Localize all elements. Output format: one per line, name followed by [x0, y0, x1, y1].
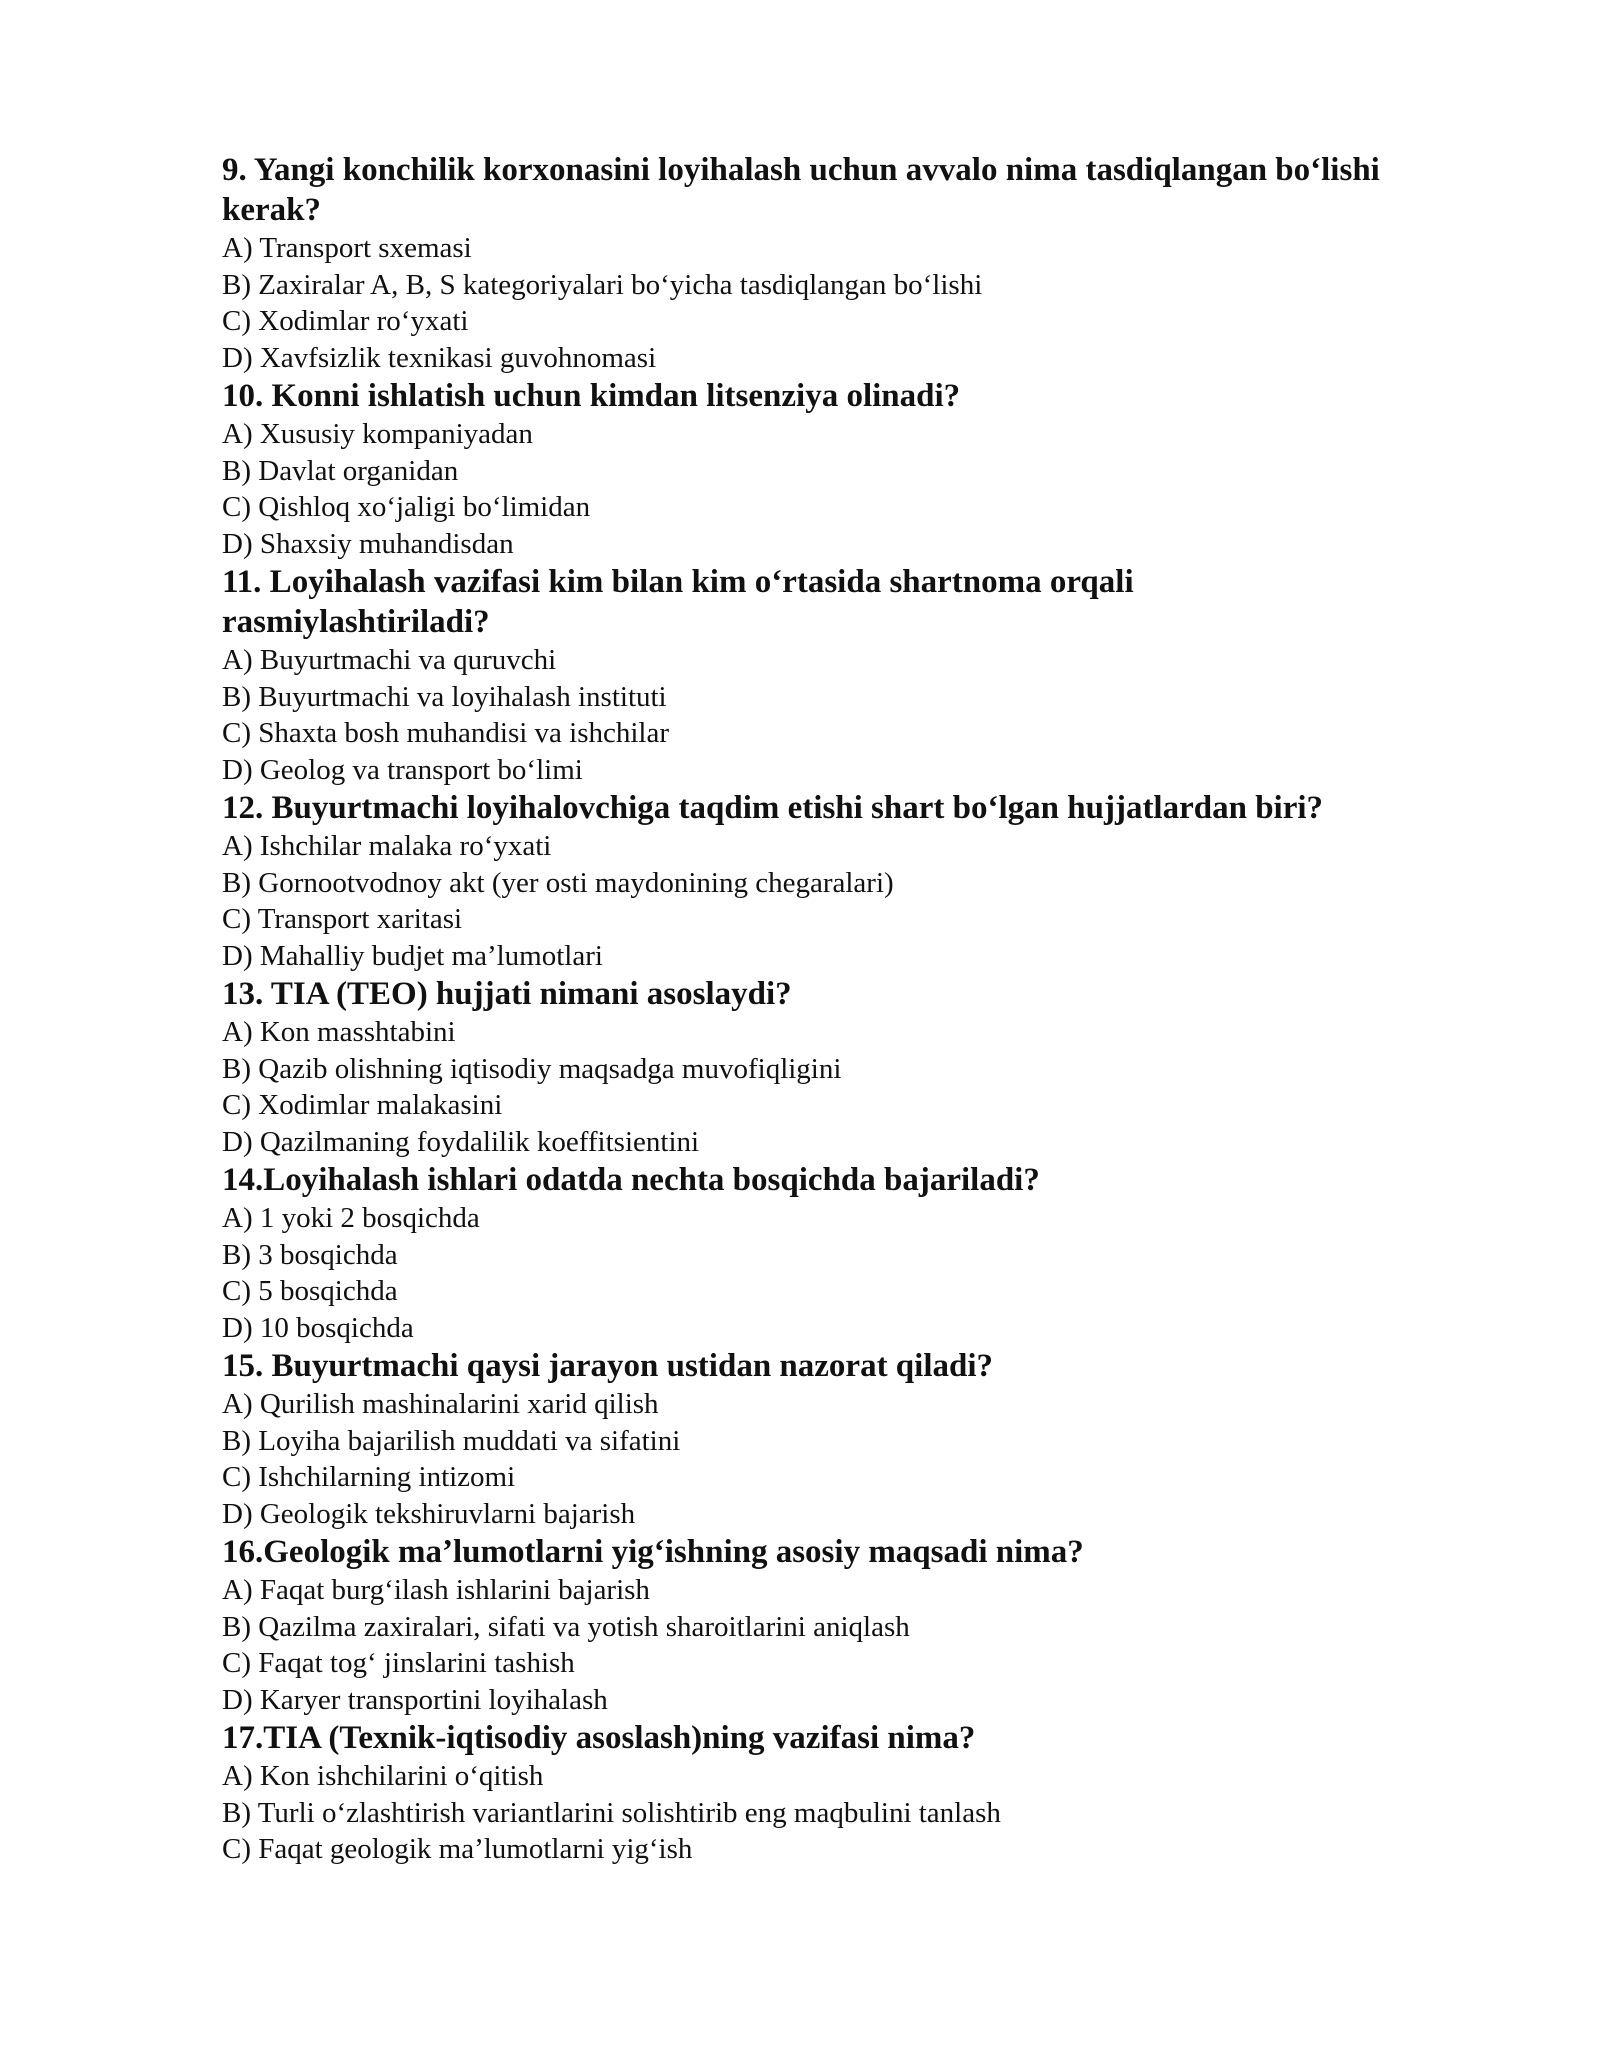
- answer-option-d: D) Karyer transportini loyihalash: [222, 1683, 608, 1716]
- answer-option-a: A) Kon masshtabini: [222, 1016, 456, 1048]
- question-text: 16.Geologik maʼlumotlarni yigʻishning asosiy maqsadi nima?: [222, 1534, 1084, 1570]
- question-text: 13. TIA (TEO) hujjati nimani asoslaydi?: [222, 976, 792, 1012]
- question-text: 11. Loyihalash vazifasi kim bilan kim oʻrtasida shartnoma orqali rasmiylashtiriladi?: [222, 564, 1134, 640]
- question-14: [222, 1160, 1482, 1346]
- answer-option-c: C) Ishchilarning intizomi: [222, 1461, 516, 1493]
- answer-options: [222, 1014, 1482, 1160]
- question-13: [222, 974, 1482, 1160]
- answer-option-a: A) Kon ishchilarini oʻqitish: [222, 1760, 544, 1792]
- answer-options: [222, 642, 1482, 788]
- answer-option-b: B) Loyiha bajarilish muddati va sifatini: [222, 1424, 681, 1457]
- answer-option-a: A) Qurilish mashinalarini xarid qilish: [222, 1388, 659, 1420]
- document-page: [222, 150, 1482, 1868]
- answer-options: [222, 828, 1482, 974]
- answer-option-d: D) Mahalliy budjet maʼlumotlari: [222, 939, 603, 972]
- question-text: 15. Buyurtmachi qaysi jarayon ustidan nazorat qiladi?: [222, 1348, 994, 1384]
- answer-option-a: A) Xususiy kompaniyadan: [222, 418, 533, 450]
- answer-option-d: D) 10 bosqichda: [222, 1311, 414, 1344]
- answer-option-d: D) Qazilmaning foydalilik koeffitsientini: [222, 1125, 700, 1158]
- question-9: [222, 150, 1482, 376]
- question-text: 12. Buyurtmachi loyihalovchiga taqdim etishi shart boʻlgan hujjatlardan biri?: [222, 790, 1324, 826]
- answer-option-c: C) Qishloq xoʻjaligi boʻlimidan: [222, 491, 591, 523]
- question-12: [222, 788, 1482, 974]
- answer-option-a: A) Transport sxemasi: [222, 232, 472, 264]
- answer-option-b: B) Qazilma zaxiralari, sifati va yotish sharoitlarini aniqlash: [222, 1610, 910, 1643]
- question-text: 10. Konni ishlatish uchun kimdan litsenziya olinadi?: [222, 378, 961, 414]
- answer-options: [222, 1758, 1482, 1868]
- answer-options: [222, 1200, 1482, 1346]
- question-text: 9. Yangi konchilik korxonasini loyihalash uchun avvalo nima tasdiqlangan boʻlishi kerak?: [222, 152, 1380, 228]
- answer-options: [222, 230, 1482, 376]
- question-17: [222, 1718, 1482, 1868]
- answer-option-c: C) Xodimlar roʻyxati: [222, 305, 469, 337]
- answer-option-c: C) Faqat togʻ jinslarini tashish: [222, 1647, 575, 1679]
- answer-option-d: D) Shaxsiy muhandisdan: [222, 527, 514, 560]
- answer-option-b: B) 3 bosqichda: [222, 1238, 398, 1271]
- answer-option-d: D) Xavfsizlik texnikasi guvohnomasi: [222, 341, 657, 374]
- question-16: [222, 1532, 1482, 1718]
- question-text: 14.Loyihalash ishlari odatda nechta bosqichda bajariladi?: [222, 1162, 1040, 1198]
- answer-option-b: B) Davlat organidan: [222, 454, 459, 487]
- question-11: [222, 562, 1482, 788]
- answer-option-b: B) Gornootvodnoy akt (yer osti maydonining chegaralari): [222, 866, 894, 899]
- answer-option-c: C) Faqat geologik maʼlumotlarni yigʻish: [222, 1833, 693, 1865]
- answer-option-a: A) 1 yoki 2 bosqichda: [222, 1202, 480, 1234]
- answer-options: [222, 1386, 1482, 1532]
- answer-option-c: C) 5 bosqichda: [222, 1275, 398, 1307]
- question-10: [222, 376, 1482, 562]
- answer-options: [222, 1572, 1482, 1718]
- answer-option-a: A) Faqat burgʻilash ishlarini bajarish: [222, 1574, 650, 1606]
- answer-option-b: B) Qazib olishning iqtisodiy maqsadga muvofiqligini: [222, 1052, 842, 1085]
- question-15: [222, 1346, 1482, 1532]
- answer-option-a: A) Buyurtmachi va quruvchi: [222, 644, 557, 676]
- question-text: 17.TIA (Texnik-iqtisodiy asoslash)ning vazifasi nima?: [222, 1720, 976, 1756]
- answer-option-d: D) Geologik tekshiruvlarni bajarish: [222, 1497, 636, 1530]
- answer-option-b: B) Buyurtmachi va loyihalash instituti: [222, 680, 667, 713]
- answer-options: [222, 416, 1482, 562]
- answer-option-d: D) Geolog va transport boʻlimi: [222, 753, 583, 786]
- answer-option-a: A) Ishchilar malaka roʻyxati: [222, 830, 552, 862]
- answer-option-c: C) Xodimlar malakasini: [222, 1089, 503, 1121]
- answer-option-b: B) Turli oʻzlashtirish variantlarini solishtirib eng maqbulini tanlash: [222, 1796, 1001, 1829]
- answer-option-b: B) Zaxiralar A, B, S kategoriyalari boʻyicha tasdiqlangan boʻlishi: [222, 268, 983, 301]
- answer-option-c: C) Transport xaritasi: [222, 903, 463, 935]
- answer-option-c: C) Shaxta bosh muhandisi va ishchilar: [222, 717, 670, 749]
